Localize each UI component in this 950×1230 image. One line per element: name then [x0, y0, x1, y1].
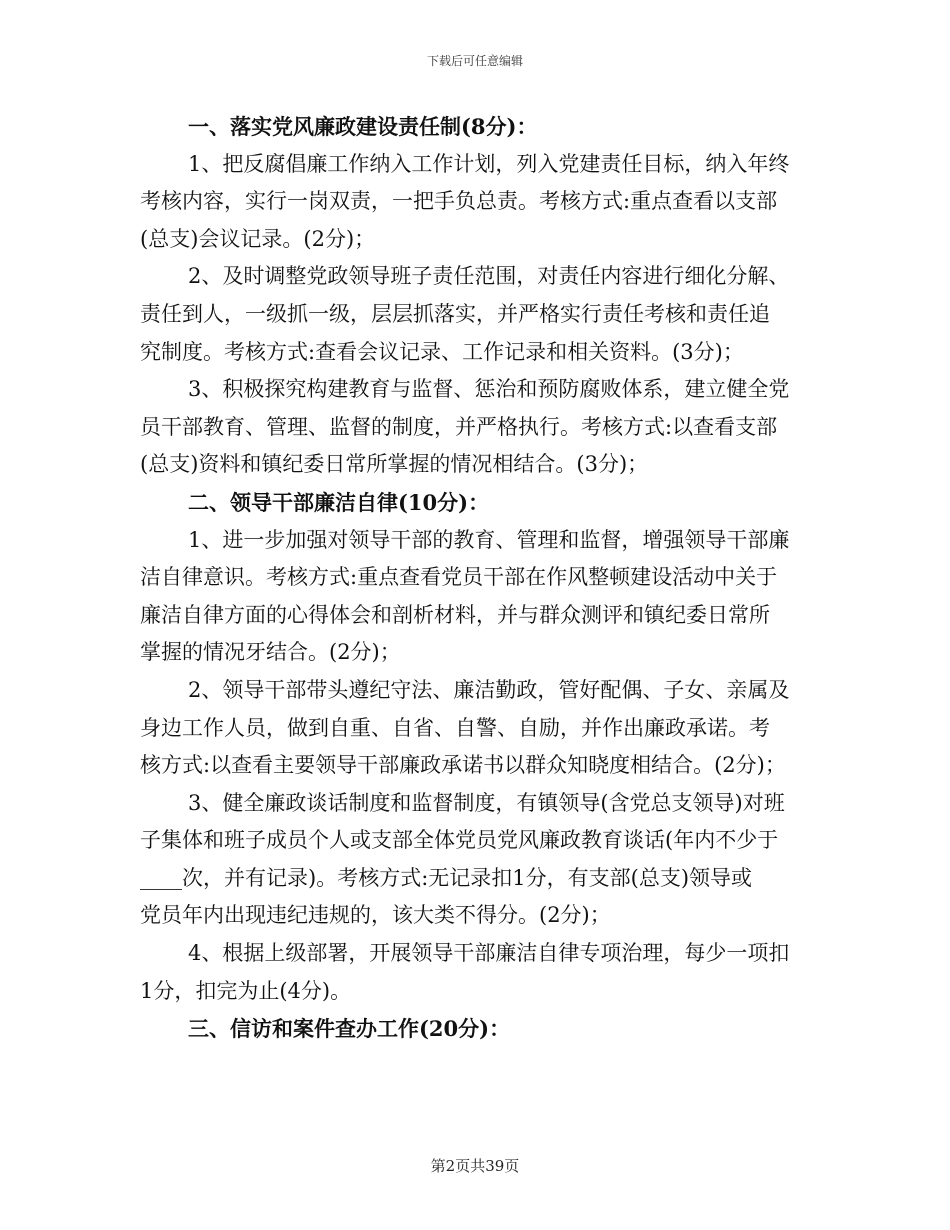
paragraph-line: 党员年内出现违纪违规的，该大类不得分。(2分)；: [140, 903, 611, 928]
paragraph-line: 洁自律意识。考核方式:重点查看党员干部在作风整顿建设活动中关于: [140, 565, 778, 590]
paragraph-line: 1分，扣完为止(4分)。: [140, 978, 352, 1003]
paragraph-line: 2、及时调整党政领导班子责任范围，对责任内容进行细化分解、: [188, 264, 790, 289]
paragraph-line: 4、根据上级部署，开展领导干部廉洁自律专项治理，每少一项扣: [188, 941, 790, 966]
section-heading-1: 一、落实党风廉政建设责任制(8分)：: [188, 114, 538, 139]
page-footer: 第2页共39页: [430, 1157, 520, 1175]
paragraph-line: 责任到人，一级抓一级，层层抓落实，并严格实行责任考核和责任追: [140, 301, 770, 326]
paragraph-line: 3、积极探究构建教育与监督、惩治和预防腐败体系，建立健全党: [188, 377, 790, 402]
paragraph-line: (总支)会议记录。(2分)；: [140, 226, 376, 251]
paragraph-line: 核方式:以查看主要领导干部廉政承诺书以群众知晓度相结合。(2分)；: [140, 753, 786, 778]
paragraph-line: 考核内容，实行一岗双责，一把手负总责。考核方式:重点查看以支部: [140, 189, 778, 214]
paragraph-line: ____次，并有记录)。考核方式:无记录扣1分，有支部(总支)领导或: [140, 865, 753, 890]
paragraph-line: (总支)资料和镇纪委日常所掌握的情况相结合。(3分)；: [140, 452, 649, 477]
paragraph-line: 廉洁自律方面的心得体会和剖析材料，并与群众测评和镇纪委日常所: [140, 602, 770, 627]
paragraph-line: 掌握的情况牙结合。(2分)；: [140, 640, 401, 665]
paragraph-line: 员干部教育、管理、监督的制度，并严格执行。考核方式:以查看支部: [140, 414, 778, 439]
section-heading-2: 二、领导干部廉洁自律(10分)：: [188, 489, 490, 515]
paragraph-line: 身边工作人员，做到自重、自省、自警、自励，并作出廉政承诺。考: [140, 715, 770, 740]
paragraph-line: 1、进一步加强对领导干部的教育、管理和监督，增强领导干部廉: [188, 527, 790, 552]
paragraph-line: 2、领导干部带头遵纪守法、廉洁勤政，管好配偶、子女、亲属及: [188, 677, 790, 702]
paragraph-line: 3、健全廉政谈话制度和监督制度，有镇领导(含党总支领导)对班: [188, 790, 785, 815]
page-header: 下载后可任意编辑: [426, 54, 523, 68]
paragraph-line: 究制度。考核方式:查看会议记录、工作记录和相关资料。(3分)；: [140, 339, 744, 364]
section-heading-3: 三、信访和案件查办工作(20分)：: [188, 1016, 511, 1042]
paragraph-line: 1、把反腐倡廉工作纳入工作计划，列入党建责任目标，纳入年终: [188, 151, 790, 176]
document-body: [140, 108, 810, 1048]
paragraph-line: 子集体和班子成员个人或支部全体党员党风廉政教育谈话(年内不少于: [140, 828, 779, 853]
